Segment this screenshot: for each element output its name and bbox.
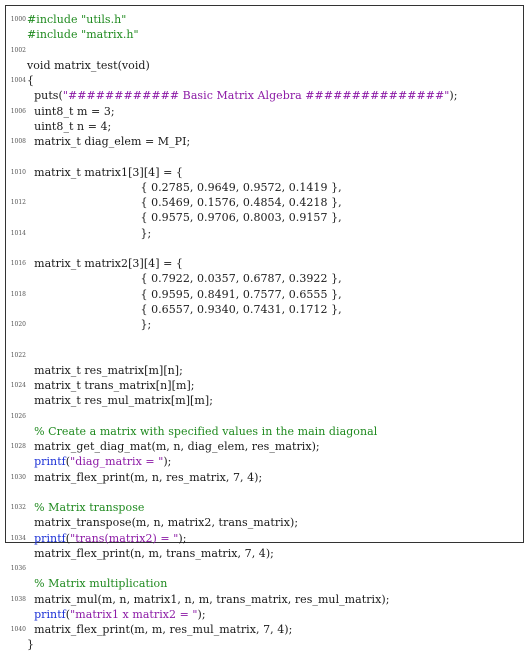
line-number: 1016 (10, 260, 26, 267)
code-token: matrix_get_diag_mat(m, n, diag_elem, res_matrix); (27, 440, 320, 453)
code-token: ); (197, 607, 206, 621)
code-text (27, 210, 342, 225)
code-text (27, 58, 150, 73)
code-token: { (27, 74, 35, 87)
line-number: 1006 (10, 107, 26, 115)
code-line (6, 576, 523, 591)
code-line (6, 149, 523, 164)
code-text (27, 165, 183, 180)
function-name: printf (34, 531, 66, 545)
code-token: { 0.6557, 0.9340, 0.7431, 0.1712 }, (27, 302, 342, 316)
code-line (6, 256, 523, 271)
line-number: 1032 (10, 504, 26, 511)
code-text (27, 424, 377, 439)
code-text (27, 393, 213, 408)
code-text (27, 73, 34, 88)
code-line (6, 363, 523, 378)
code-line (6, 88, 523, 103)
code-text (27, 226, 151, 241)
code-token: matrix_transpose(m, n, matrix2, trans_matrix); (27, 516, 299, 530)
code-token: uint8_t m = 3; (27, 104, 115, 118)
code-line (6, 134, 523, 149)
code-line (6, 592, 523, 607)
code-text (27, 576, 167, 591)
code-text (27, 607, 206, 622)
code-text (27, 302, 342, 317)
code-line (6, 104, 523, 119)
code-line (6, 424, 523, 439)
code-text (27, 317, 151, 332)
code-line (6, 119, 523, 134)
code-text (27, 470, 262, 485)
code-token: ( (65, 455, 71, 469)
code-token: matrix_t matrix2[3][4] = { (27, 257, 183, 270)
line-number: 1036 (10, 565, 26, 572)
code-text (27, 439, 320, 454)
line-number: 1022 (10, 351, 26, 359)
code-line (6, 561, 523, 576)
code-line (6, 317, 523, 332)
code-token (27, 608, 34, 621)
line-number: 1026 (10, 412, 26, 420)
line-number: 1010 (10, 168, 26, 176)
line-number: 1040 (10, 626, 26, 633)
code-text (27, 454, 171, 469)
code-token: { 0.9595, 0.8491, 0.7577, 0.6555 }, (27, 287, 342, 301)
code-text (27, 134, 190, 149)
code-line (6, 332, 523, 347)
code-text (27, 104, 115, 119)
code-token: matrix_t matrix1[3][4] = { (27, 165, 183, 179)
code-line (6, 271, 523, 286)
code-line (6, 287, 523, 302)
preprocessor-directive: #include "utils.h" (27, 13, 127, 26)
code-text (27, 378, 195, 393)
code-line (6, 165, 523, 180)
code-token: matrix_t trans_matrix[n][m]; (27, 379, 195, 392)
line-number: 1014 (10, 229, 26, 237)
code-token: ); (178, 531, 187, 545)
code-comment: % Create a matrix with specified values in the main diagonal (27, 424, 378, 438)
function-name: printf (34, 607, 66, 621)
code-token: matrix_t res_matrix[m][n]; (27, 363, 183, 377)
code-token: matrix_mul(m, n, matrix1, n, m, trans_matrix, res_mul_matrix); (27, 592, 390, 606)
code-text (27, 180, 342, 195)
code-token: ); (449, 89, 458, 103)
code-token: matrix_t diag_elem = M_PI; (27, 135, 191, 148)
line-number: 1000 (10, 16, 26, 23)
code-token: { 0.5469, 0.1576, 0.4854, 0.4218 }, (27, 196, 342, 209)
code-text (27, 500, 144, 515)
line-number: 1008 (10, 138, 26, 145)
code-text (27, 531, 186, 546)
code-token: }; (27, 318, 152, 331)
code-text (27, 12, 126, 27)
code-token: ( (65, 607, 71, 621)
code-token: void matrix_test(void) (27, 58, 150, 72)
code-line (6, 12, 523, 27)
code-token: { 0.7922, 0.0357, 0.6787, 0.3922 }, (27, 272, 342, 286)
line-number: 1038 (10, 595, 26, 603)
line-number: 1034 (10, 534, 26, 542)
code-token: ( (65, 531, 71, 545)
code-token: uint8_t n = 4; (27, 119, 112, 133)
preprocessor-directive: #include "matrix.h" (27, 28, 139, 42)
code-text (27, 546, 274, 561)
code-line (6, 485, 523, 500)
code-comment: % Matrix multiplication (27, 577, 168, 591)
string-literal: "trans(matrix2) = " (70, 531, 179, 545)
code-text (27, 119, 111, 134)
code-text (27, 515, 298, 530)
code-line (6, 531, 523, 546)
code-token: }; (27, 226, 152, 240)
code-text (27, 287, 342, 302)
line-number: 1020 (10, 321, 26, 328)
code-token: { 0.9575, 0.9706, 0.8003, 0.9157 }, (27, 211, 342, 225)
code-token: matrix_t res_mul_matrix[m][m]; (27, 394, 213, 408)
code-token: { 0.2785, 0.9649, 0.9572, 0.1419 }, (27, 180, 342, 194)
line-number: 1002 (10, 46, 26, 54)
code-line (6, 500, 523, 515)
code-line (6, 393, 523, 408)
code-line (6, 210, 523, 225)
code-text (27, 27, 139, 42)
code-line (6, 622, 523, 637)
code-text (27, 363, 183, 378)
code-line (6, 637, 523, 652)
code-text (27, 592, 389, 607)
line-number: 1018 (10, 290, 26, 298)
code-line (6, 302, 523, 317)
line-number: 1012 (10, 199, 26, 206)
code-line (6, 515, 523, 530)
code-line (6, 226, 523, 241)
code-line (6, 195, 523, 210)
code-token: ); (163, 455, 172, 469)
code-token: matrix_flex_print(m, n, res_matrix, 7, 4); (27, 470, 263, 484)
line-number: 1028 (10, 443, 26, 450)
line-number: 1004 (10, 77, 26, 84)
line-number: 1030 (10, 473, 26, 481)
code-text (27, 622, 292, 637)
line-number: 1024 (10, 382, 26, 389)
code-comment: % Matrix transpose (27, 501, 145, 514)
code-line (6, 470, 523, 485)
code-line (6, 409, 523, 424)
code-text (27, 637, 34, 652)
code-token: matrix_flex_print(n, m, trans_matrix, 7, 4); (27, 546, 274, 560)
code-line (6, 241, 523, 256)
function-name: printf (34, 455, 66, 469)
code-line (6, 73, 523, 88)
code-line (6, 607, 523, 622)
string-literal: "matrix1 x matrix2 = " (70, 607, 198, 621)
string-literal: "############ Basic Matrix Algebra ###############" (62, 89, 450, 103)
code-text (27, 88, 458, 103)
code-line (6, 439, 523, 454)
code-token: puts( (27, 89, 63, 103)
code-text (27, 271, 342, 286)
code-token: matrix_flex_print(m, m, res_mul_matrix, 7, 4); (27, 623, 293, 636)
code-text (27, 195, 342, 210)
code-line (6, 348, 523, 363)
code-text (27, 256, 183, 271)
code-line (6, 43, 523, 58)
code-line (6, 546, 523, 561)
code-line (6, 378, 523, 393)
code-token: } (27, 638, 35, 652)
code-line (6, 58, 523, 73)
code-line (6, 454, 523, 469)
string-literal: "diag_matrix = " (70, 455, 164, 469)
code-line (6, 180, 523, 195)
code-line (6, 27, 523, 42)
code-listing-frame (5, 5, 524, 652)
